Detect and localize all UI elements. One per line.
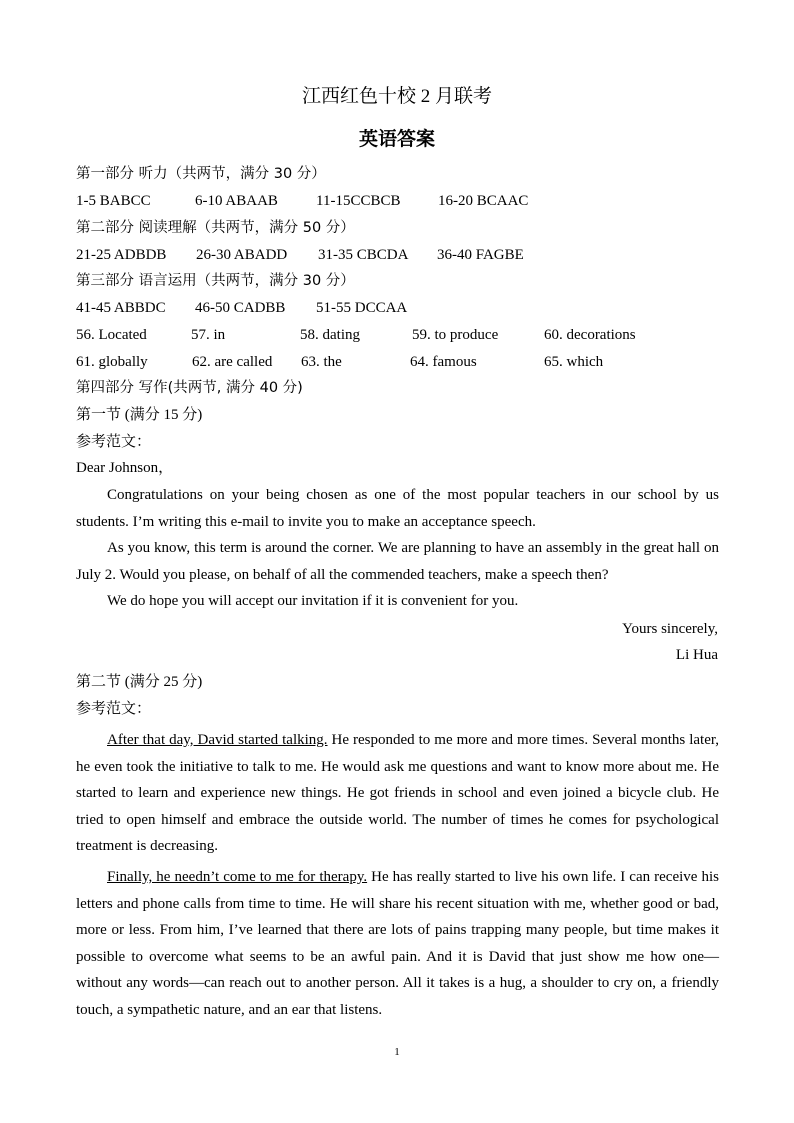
paragraph-text: He has really started to live his own life. I can receive his letters and phone calls from time to time. He will share his recent situation with me, whether good or bad, more or less. From him, I’ve learned that there are lots of pains trapping many people, but time makes it possible to overcome what seems to be an awful pain. And it is David that just show me how one—without any words—can reach out to another person. All it takes is a hug, a shoulder to cry on, a friendly touch, a sympathetic nature, and an ear that listens. [76, 869, 719, 1018]
letter-closing: Yours sincerely, [622, 621, 718, 637]
section1-heading: 第一节 (满分 15 分) [76, 407, 203, 423]
answer-group: 31-35 CBCDA [318, 247, 409, 263]
part4-heading: 第四部分 写作(共两节, 满分 40 分) [76, 380, 303, 396]
fill-answer: 63. the [301, 354, 342, 370]
fill-answer: 59. to produce [412, 327, 499, 343]
part3-heading: 第三部分 语言运用（共两节，满分 30 分） [76, 273, 355, 289]
document-subtitle: 英语答案 [358, 128, 435, 150]
answer-group: 51-55 DCCAA [316, 300, 408, 316]
reference-label: 参考范文： [76, 434, 152, 450]
section2-heading: 第二节 (满分 25 分) [76, 674, 203, 690]
part1-heading: 第一部分 听力（共两节，满分 30 分） [76, 166, 326, 182]
page-number: 1 [394, 1046, 400, 1058]
letter-signature: Li Hua [675, 647, 718, 663]
answer-group: 36-40 FAGBE [437, 247, 524, 263]
answer-group: 26-30 ABADD [196, 247, 288, 263]
fill-answer: 61. globally [76, 354, 148, 370]
essay-paragraph-2 [76, 864, 719, 1024]
answer-group: 6-10 ABAAB [195, 193, 278, 209]
answer-group: 11-15CCBCB [316, 193, 401, 209]
fill-answer: 58. dating [300, 327, 360, 343]
given-opening-sentence: After that day, David started talking. [107, 732, 328, 748]
fill-answer: 65. which [544, 354, 604, 370]
part2-heading: 第二部分 阅读理解（共两节，满分 50 分） [76, 220, 355, 236]
document-title: 江西红色十校 2 月联考 [301, 86, 492, 107]
fill-answer: 60. decorations [544, 327, 636, 343]
answer-group: 46-50 CADBB [195, 300, 286, 316]
letter-paragraph: We do hope you will accept our invitation if it is convenient for you. [107, 593, 519, 610]
fill-answer: 57. in [191, 327, 226, 343]
answer-group: 16-20 BCAAC [438, 193, 529, 209]
paragraph-text: He responded to me more and more times. Several months later, he even took the initiative to talk to me. He would ask me questions and want to know more about me. He started to learn and experience new things. He got friends in school and even joined a bicycle club. He tried to open himself and embrace the outside world. The number of times he comes for psychological treatment is decreasing. [76, 732, 719, 855]
letter-paragraph: Congratulations on your being chosen as one of the most popular teachers in our school by us students. I’m writing this e-mail to invite you to make an acceptance speech. [76, 487, 719, 530]
letter-paragraph: As you know, this term is around the corner. We are planning to have an assembly in the great hall on July 2. Would you please, on behalf of all the commended teachers, make a speech then? [76, 540, 719, 583]
essay-paragraph-1 [76, 727, 719, 860]
fill-answer: 62. are called [192, 354, 273, 370]
given-opening-sentence: Finally, he needn’t come to me for therapy. [107, 869, 368, 885]
reference-label: 参考范文： [76, 701, 152, 717]
fill-answer: 56. Located [76, 327, 147, 343]
fill-answer: 64. famous [410, 354, 477, 370]
letter-body [76, 482, 719, 615]
answer-group: 1-5 BABCC [76, 193, 151, 209]
letter-greeting: Dear Johnson， [76, 460, 174, 476]
answer-group: 41-45 ABBDC [76, 300, 166, 316]
answer-group: 21-25 ADBDB [76, 247, 167, 263]
